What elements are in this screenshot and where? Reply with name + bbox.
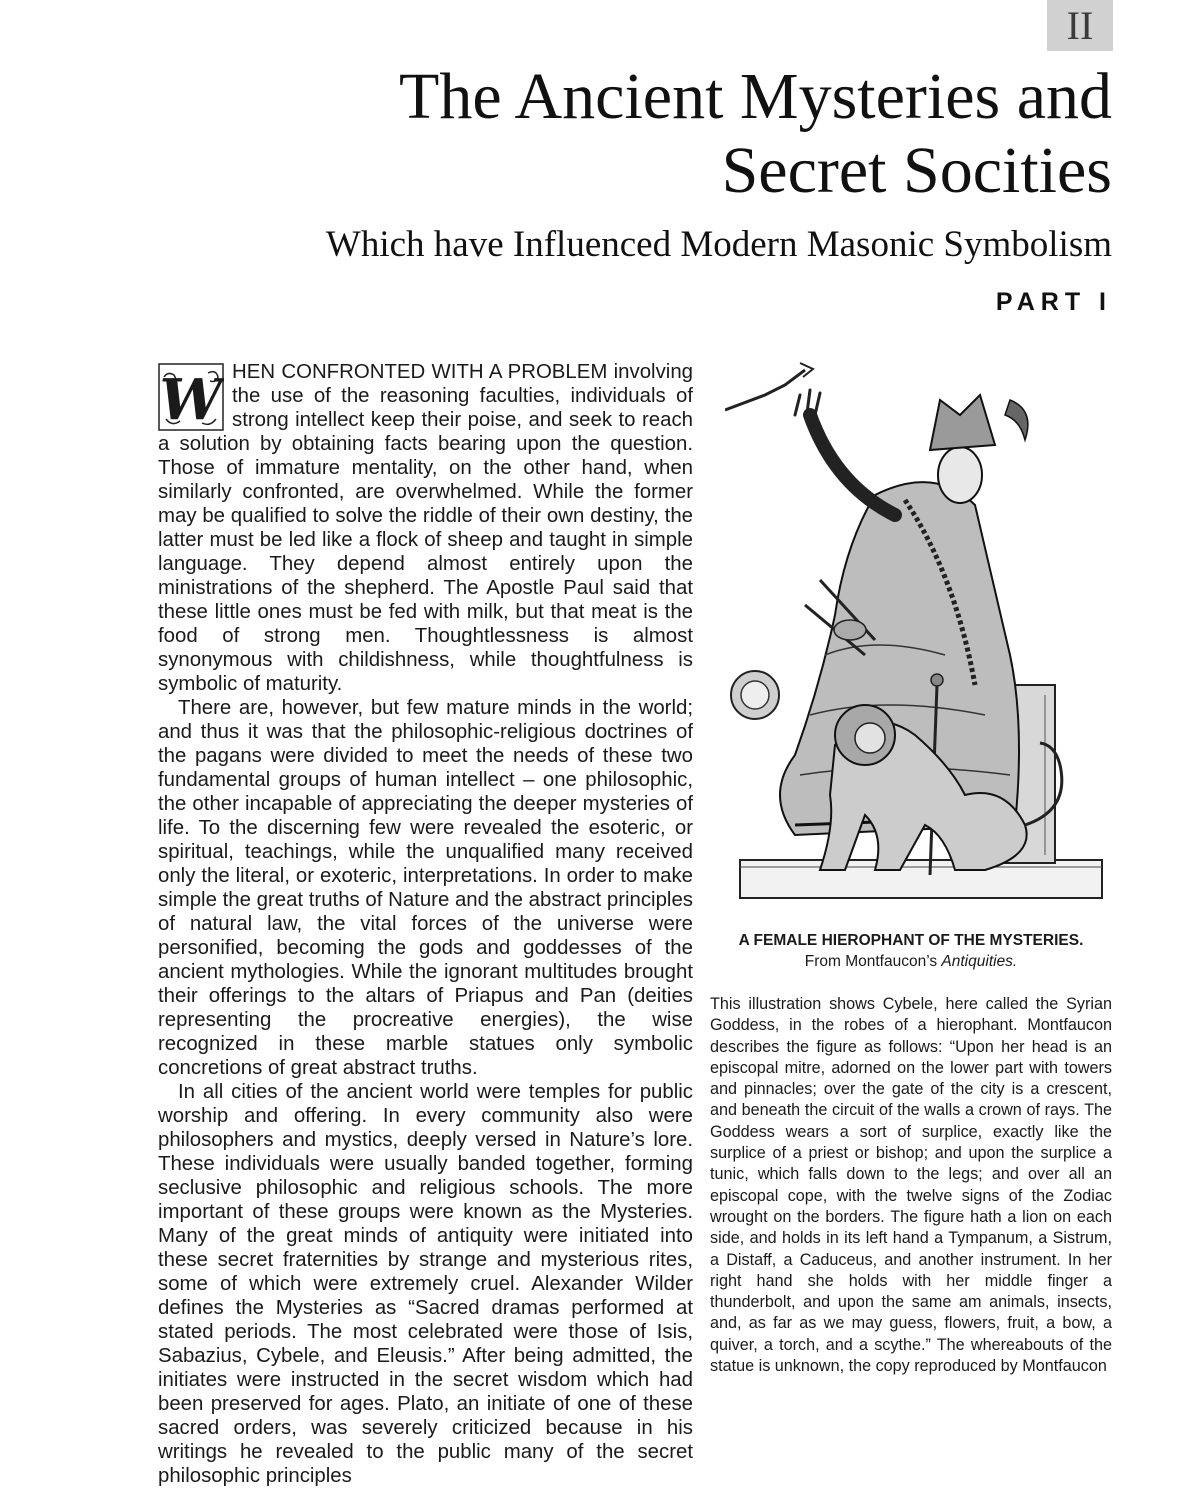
caption-title: A FEMALE HIEROPHANT OF THE MYSTERIES. [738,932,1084,949]
figure-caption [710,930,1112,972]
ornamental-drop-cap [158,363,224,431]
caption-source-prefix: From Montfaucon’s [804,953,942,970]
opening-text: HEN CONFRONTED WITH A PROBLEM involving the use of the reasoning faculties, individuals of strong intellect keep their poise, and seek to reach a solution by obtaining facts bearing upon the question. Those of immature mentality, on the other hand, when similarly confronted, are overwhelmed. While the former may be qualified to solve the riddle of their own destiny, the latter must be led like a flock of sheep and taught in simple language. They depend almost entirely upon the ministrations of the shepherd. The Apostle Paul said that these little ones must be fed with milk, but that meat is the food of strong men. Thoughtlessness is almost synonymous with childishness, while thoughtfulness is symbolic of maturity. [158,361,693,695]
drop-cap-letter: W [159,367,223,431]
chapter-title: The Ancient Mysteries and Secret Socities [399,60,1112,207]
paragraph-3: In all cities of the ancient world were temples for public worship and offering. In every community also were philosophers and mystics, deeply versed in Nature’s lore. These individuals were usually banded together, forming seclusive philosophic and religious schools. The more important of these groups were known as the Mysteries. Many of the great minds of antiquity were initiated into these secret fraternities by strange and mysterious rites, some of which were extremely cruel. Alexander Wilder defines the Mysteries as “Sacred dramas performed at stated periods. The most celebrated were those of Isis, Sabazius, Cybele, and Eleusis.” After being admitted, the initiates were instructed in the secret wisdom which had been preserved for ages. Plato, an initiate of one of these sacred orders, was severely criticized because in his writings he revealed to the public many of the secret philosophic principles [158,1081,693,1487]
paragraph-2: There are, however, but few mature minds in the world; and thus it was that the philosophic-religious doctrines of the pagans were divided to meet the needs of these two fundamental groups of human intellect – one philosophic, the other incapable of appreciating the deeper mysteries of life. To the discerning few were revealed the esoteric, or spiritual, teachings, while the unqualified many received only the literal, or exoteric, interpretations. In order to make simple the great truths of Nature and the abstract principles of natural law, the vital forces of the universe were personified, becoming the gods and goddesses of the ancient mythologies. While the ignorant multitudes brought their offerings to the altars of Priapus and Pan (deities representing the procreative energies), the wise recognized in these marble statues only symbolic concretions of great abstract truths. [158,697,693,1079]
chapter-subtitle: Which have Influenced Modern Masonic Symbolism [325,224,1112,265]
opening-paragraph [158,360,693,696]
figure-description: This illustration shows Cybele, here called the Syrian Goddess, in the robes of a hierophant. Montfaucon describes the figure as follows: “Upon her head is an episcopal mitre, adorned on the lower part with towers and pinnacles; over the gate of the city is a crescent, and beneath the circuit of the walls a crown of rays. The Goddess wears a sort of surplice, exactly like the surplice of a priest or bishop; and upon the surplice a tunic, which falls down to the legs; and over all an episcopal cope, with the twelve signs of the Zodiac wrought on the borders. The figure hath a lion on each side, and holds in its left hand a Tympanum, a Sistrum, a Distaff, a Caduceus, and another instrument. In her right hand she holds with her middle finger a thunderbolt, and upon the same am animals, insects, and, as far as we may guess, flowers, fruit, a bow, a quiver, a torch, and a scythe.” The whereabouts of the statue is unknown, the copy reproduced by Montfaucon [710,995,1112,1376]
caption-source-work: Antiquities. [941,953,1018,970]
part-label: PART I [995,288,1112,316]
hierophant-illustration [725,355,1110,905]
chapter-number-badge: II [1047,0,1113,51]
article-body [158,360,693,1488]
caption-source [710,951,1112,972]
